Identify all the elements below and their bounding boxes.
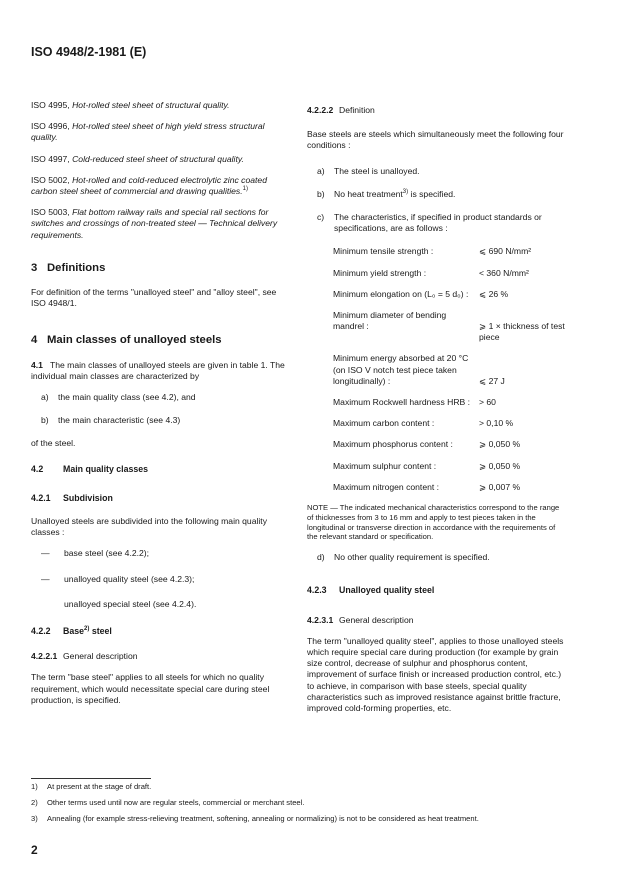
list-item: d) No other quality requirement is specified.	[317, 552, 490, 563]
list-item: — base steel (see 4.2.2);	[41, 548, 150, 559]
document-header: ISO 4948/2-1981 (E)	[31, 45, 147, 59]
section-4-2-2-2-heading: 4.2.2.2 Definition	[307, 105, 375, 115]
clause-4-1: 4.1 The main classes of unalloyed steels are given in table 1. The individual main classes are characterized by	[31, 359, 285, 381]
requirement-row: Maximum Rockwell hardness HRB : > 60	[333, 397, 496, 408]
section-4-2-2-heading: 4.2.2 Base$^{2)}$ steel	[31, 626, 112, 637]
requirement-row: Maximum phosphorus content : ⩾ 0,050 %	[333, 439, 521, 450]
section-4-heading: 4 Main classes of unalloyed steels	[31, 334, 222, 347]
clause-4-1-end: of the steel.	[31, 438, 76, 449]
right-column	[307, 100, 565, 724]
footnote: 3) Annealing (for example stress-relieving treatment, softening, annealing or normalizing) is not to be considered as heat treatment.	[31, 814, 479, 823]
section-4-2-3-1-heading: 4.2.3.1 General description	[307, 614, 414, 625]
section-3-heading: 3 Definitions	[31, 261, 106, 274]
reference-iso-5003: ISO 5003, Flat bottom railway rails and special rail sections for switches and crossings of non-treated steel — Technical delivery requirements.	[31, 207, 278, 240]
section-4-2-3-heading: 4.2.3 Unalloyed quality steel	[307, 585, 435, 596]
footnote: 1) At present at the stage of draft.	[31, 782, 152, 791]
reference-iso-4995: ISO 4995, Hot-rolled steel sheet of structural quality.	[31, 100, 230, 110]
reference-iso-4997: ISO 4997, Cold-reduced steel sheet of structural quality.	[31, 153, 244, 164]
list-item: b) No heat treatment$^{3)}$ is specified.	[317, 188, 456, 199]
footnote-rule	[31, 778, 151, 779]
list-item: a) the main quality class (see 4.2), and	[41, 392, 196, 403]
requirement-row: Maximum carbon content : > 0,10 %	[333, 418, 514, 429]
note: NOTE — The indicated mechanical characteristics correspond to the range of thicknesses from 3 to 16 mm and apply to test pieces taken in the longitudinal or transverse direction in accordance with the requirements of the relevant standard or specification.	[307, 503, 560, 542]
footnotes	[31, 782, 591, 830]
requirement-row: Minimum yield strength : < 360 N/mm²	[333, 267, 529, 278]
requirement-row: Maximum sulphur content : ⩾ 0,050 %	[333, 460, 521, 471]
list-item: a) The steel is unalloyed.	[317, 165, 420, 176]
section-3-text: For definition of the terms "unalloyed steel" and "alloy steel", see ISO 4948/1.	[31, 287, 277, 309]
requirement-row: Minimum elongation on (L₀ = 5 d₀) : ⩽ 26 %	[333, 288, 509, 299]
section-4-2-1-text: Unalloyed steels are subdivided into the following main quality classes :	[31, 516, 267, 538]
list-item: unalloyed special steel (see 4.2.4).	[64, 598, 197, 609]
page-number: 2	[31, 843, 38, 857]
reference-iso-4996: ISO 4996, Hot-rolled steel sheet of high yield stress structural quality.	[31, 121, 265, 143]
requirement-row: Maximum nitrogen content : ⩾ 0,007 %	[333, 481, 521, 492]
section-4-2-2-1-heading: 4.2.2.1 General description	[31, 651, 138, 662]
reference-iso-5002: ISO 5002, Hot-rolled and cold-reduced electrolytic zinc coated carbon steel sheet of commercial and drawing qualities.$^{1)}$	[31, 174, 267, 197]
list-item: — unalloyed quality steel (see 4.2.3);	[41, 573, 195, 584]
section-4-2-1-heading: 4.2.1 Subdivision	[31, 492, 113, 503]
list-item: b) the main characteristic (see 4.3)	[41, 415, 181, 426]
section-4-2-2-2-text: Base steels are steels which simultaneously meet the following four conditions :	[307, 129, 564, 151]
requirement-row: Minimum energy absorbed at 20 °C (on ISO V notch test piece taken longitudinally) : ⩽ 27 J	[333, 353, 505, 386]
requirement-row: Minimum tensile strength : ⩽ 690 N/mm²	[333, 246, 532, 257]
list-item: c) The characteristics, if specified in product standards or specifications, are as follows :	[317, 212, 542, 234]
section-4-2-2-1-text: The term "base steel" applies to all steels for which no quality requirement, which would necessitate special care during steel production, is specified.	[31, 672, 270, 705]
left-column	[31, 100, 289, 716]
footnote: 2) Other terms used until now are regular steels, commercial or merchant steel.	[31, 798, 305, 807]
section-4-2-3-1-text: The term "unalloyed quality steel", applies to those unalloyed steels which require special care during production (for example by grain size control, decrease of sulphur and phosphorus content, improvement of surface finish or increased production control, etc.) to achieve, in comparison with base steels, special quality characteristics such as improved resistance against brittle fracture, improved cold-forming properties, etc.	[307, 635, 564, 714]
section-4-2-heading: 4.2 Main quality classes	[31, 463, 149, 474]
requirement-row: Minimum diameter of bending mandrel : ⩾ 1 × thickness of test piece	[333, 310, 565, 343]
